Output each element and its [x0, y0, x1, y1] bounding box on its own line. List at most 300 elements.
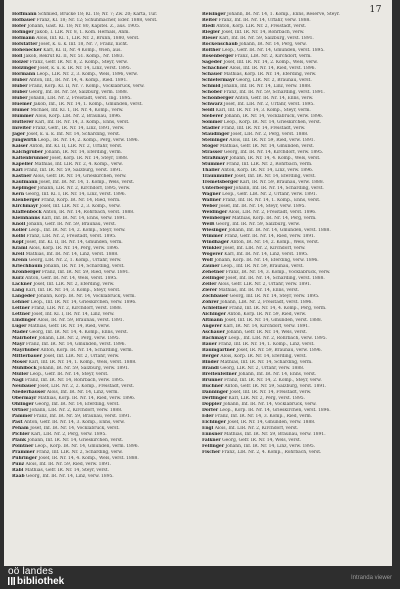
entry-text: Johann, Inf. IR. Nr. 14, Enns, verst.: [238, 372, 317, 377]
entry-text: Leop., LIR. Nr. 2, 3. Komp., Wels, 1896, verw.: [36, 72, 138, 77]
entry-name: Zehetner: [202, 270, 225, 275]
logo-text-top: oö landes: [8, 566, 54, 577]
entry-name: Niederhauser: [12, 390, 46, 395]
entry-text: Mathias, Inf. IR. Nr. 59, Braunau, verw. 1891.: [223, 432, 326, 437]
entry-name: Hohenecker: [12, 48, 42, 53]
entry-name: Raab: [12, 474, 25, 479]
entry-text: Franz, LIR. Nr. 2, Kirchdorf, verm.: [234, 54, 312, 59]
entry-name: Weber: [202, 204, 218, 209]
entry-name: Aichinger: [202, 312, 226, 317]
entry-name: Buchner: [202, 384, 224, 389]
entry-name: Achleitner: [202, 306, 228, 311]
entry-text: Franz, Inf. IR. Nr. 14, 1. Komp., Linz, verst.: [218, 342, 315, 347]
entry-name: Hoffmann: [12, 12, 37, 17]
entry-name: Keplinger: [12, 186, 37, 191]
entry-name: Schiefermayr: [202, 78, 235, 83]
entry-name: Weidinger: [202, 210, 228, 215]
entry-name: Brandl: [202, 366, 219, 371]
entry-text: Alois, Gefr. IR. Nr. 14, Grieskirchen, verw.: [32, 174, 127, 179]
entry-name: Unterberger: [202, 186, 233, 191]
entry-text: Schmied, Brücke 18; Kl. 18; Nr. 7; Zw. 20; Karta, Tür.: [37, 12, 158, 17]
entry-name: Zeilinger: [202, 276, 225, 281]
entry-text: Mathias, Gefr. IR. Nr. 14, Ried, verw.: [27, 324, 110, 329]
entry-text: Johann, Gefr. IR. Nr. 14, Wels, verst.: [226, 330, 307, 335]
entry-text: Karl, Inf. IR. Nr. 14, Linz, verst. 1895.: [224, 252, 309, 257]
scanned-page: [4, 0, 392, 566]
entry-text: Leop., Korp. IR. Nr. 14, Gmunden, verm. 1896.: [34, 444, 139, 449]
entry-name: Koller: [12, 228, 28, 233]
entry-text: Johann, IR. Nr. 14, 4. Komp., Wels, verst.: [229, 156, 321, 161]
entry-name: Krenn: [12, 258, 28, 263]
entry-name: Traunmüller: [202, 174, 233, 179]
entry-name: Kirchmayr: [12, 204, 39, 209]
entry-name: Sieberer: [202, 114, 223, 119]
entry-text: Josef, Inf. IR. Nr. 14, Vöcklabruck, verst.: [30, 426, 120, 431]
entry-name: Aschauer: [202, 330, 225, 335]
entry-name: Klaffenböck: [12, 210, 42, 215]
entry-text: Johann, IR. Nr. 14, Perg, verw.: [239, 42, 307, 47]
entry-text: Leop., Gefr. IR. Nr. 14, Gmunden, verst. 1895.: [221, 48, 325, 53]
logo-bars-icon: [8, 577, 15, 585]
entry-name: Huber: [12, 96, 28, 101]
entry-name: Kalchgruber: [12, 150, 43, 155]
entry-text: Georg, Inf. Kl. I, IR. Nr. 14, Linz, verst. 1896.: [25, 192, 126, 197]
entry-name: Wolf: [202, 258, 214, 263]
entry-text: Karl, Inf. IR. Nr. 14, 3. Komp., Steyr, verst.: [25, 288, 121, 293]
entry-text: Josef, IR. Nr. 14, Gmunden, verw. 1888.: [227, 420, 316, 425]
entry-text: Leop., Inf. LIR. Nr. 2, Rohrbach, verw. 1895.: [228, 336, 327, 341]
entry-text: Josef, Inf. IR. Nr. 14, Steyr, verw. 1895.: [218, 204, 306, 209]
entry-text: Karl, Inf. IR. Nr. 14, 3. Komp., Steyr, verm.: [215, 108, 311, 113]
entry-text: Franz, Inf. IR. Nr. 14, 2. Komp., Steyr, verw.: [224, 378, 322, 383]
entry-name: Kronberger: [12, 270, 41, 275]
entry-name: Holl: [12, 54, 23, 59]
entry-text: Johann, IR. Nr. 14, 1. Komp., Enns, Reserve, Steyr.: [227, 12, 340, 17]
left-column: [12, 12, 194, 480]
entry-text: Josef, Korp. IR. Nr. 14, Steyr, 1888.: [49, 156, 129, 161]
entry-text: Johann, Inf. IR. Nr. 14, Vöcklabruck, verw.: [223, 402, 317, 407]
entry-text: Josef, Inf. LIR. Nr. 2, Kirchdorf, verw.: [222, 246, 306, 251]
entry-text: Mathias, Korp. IR. Nr. 14, Eferding, verw.: [223, 72, 317, 77]
entry-name: Schönberger: [202, 96, 234, 101]
entry-name: Staudinger: [202, 132, 230, 137]
entry-text: Johann, IR. Nr. 14, Eferding, verm.: [44, 150, 123, 155]
entry-name: Lindinger: [12, 318, 37, 323]
entry-text: Franz, Inf. IR. Nr. 14, Freistadt, verw.: [221, 126, 306, 131]
entry-name: Wallner: [202, 198, 222, 203]
entry-name: Zöhrer: [202, 300, 219, 305]
entry-text: Jakob, Rekrut Kl. II, Nr. 51. Komp., Nr. 1883.: [23, 54, 124, 59]
entry-text: Leop., IR. Nr. 14, 2. Komp., Perg, verw. 1896.: [37, 138, 139, 143]
entry-name: Ennsner: [202, 432, 223, 437]
entry-name: Reiter: [202, 18, 218, 23]
entry-text: Alois, Inf. LIR. Nr. 2, Kirchdorf, verst.: [214, 426, 299, 431]
entry-text: Josef, LIR. Nr. 2, 2. Komp., Freistadt, verst.: [37, 384, 135, 389]
entry-name: Hofstätter: [12, 42, 38, 47]
entry-text: Franz, LIR. Nr. 2, Freistadt, verst. 1895.: [26, 234, 117, 239]
entry-text: Alois, Inf. IR. Nr. 59, Ried, verw. 1891.: [229, 138, 315, 143]
entry-name: Danninger: [202, 390, 229, 395]
entry-name: Obermayr: [12, 396, 37, 401]
entry-name: Breitenfellner: [202, 372, 237, 377]
entry-text: Josef, Inf. IR. Nr. 14, Gmunden, verst. 1888.: [224, 318, 323, 323]
entry-name: Derflinger: [202, 396, 228, 401]
entry-name: Seidl: [202, 108, 215, 113]
entry-text: Karl, Inf. IR. Nr. 14, Enns, verw. 1891.: [41, 216, 127, 221]
entry-text: Josef, Inf. IR. Nr. 14, Schärding, verst. 1888.: [225, 276, 325, 281]
entry-name: Kopf: [12, 240, 24, 245]
entry-text: Mathias, Inf. LIR. Nr. 2, 4. Komp., verw.: [34, 162, 123, 167]
library-logo[interactable]: [8, 567, 64, 587]
entry-text: Franz, Inf. IR. Nr. 14, 3. Komp., Ried, verm.: [214, 414, 313, 419]
entry-text: Mathias, Korp. IR. Nr. 14, Ried, verw. 1896.: [37, 396, 136, 401]
entry-name: Stadler: [202, 126, 220, 131]
entry-name: Mayr: [12, 342, 25, 347]
entry-name: Müller: [12, 372, 29, 377]
entry-name: Moser: [12, 360, 28, 365]
entry-name: Lackner: [12, 282, 32, 287]
entry-text: Franz, Inf. IR. Nr. 14, Urfahr, verw. 1888.: [218, 18, 311, 23]
entry-name: Steininger: [202, 138, 228, 143]
entry-name: Hofer: [12, 24, 27, 29]
right-column: [202, 12, 384, 456]
entry-text: Alois, Korp. LIR. Nr. 2, Braunau, 1896.: [35, 114, 122, 119]
entry-text: Franz, Gefr. IR. Nr. 14, Ried, verw. 1891.: [224, 234, 316, 239]
entry-text: Georg, Gefr. IR. Nr. 14, Wels, verst.: [222, 438, 301, 443]
entry-name: Wagner: [202, 192, 221, 197]
entry-name: Past: [12, 420, 23, 425]
entry-name: Mairhofer: [12, 336, 37, 341]
entry-text: Leop., Inf. IR. Nr. 14, 2. Komp., Steyr, verw.: [28, 228, 126, 233]
entry-name: Kriechbaum: [12, 264, 43, 269]
entry-text: Johann, LIR. Nr. 2, Freistadt, verst. 1896.: [220, 300, 313, 305]
entry-name: Luger: [12, 324, 27, 329]
entry-name: Plank: [12, 438, 27, 443]
entry-name: Schachner: [202, 66, 229, 71]
entry-name: Schwarz: [202, 102, 223, 107]
entry-text: Anton, Inf., IR. Nr. 14, 4. Komp., Ried. 1891.: [28, 78, 128, 83]
entry-name: Kaltenbrunner: [12, 156, 49, 161]
entry-name: Baumgartner: [202, 348, 235, 353]
entry-name: Ortner: [12, 408, 29, 413]
entry-text: Josef, Inf. LIR. Nr. 2, Eferding, verw.: [33, 282, 115, 287]
entry-text: Anton, IR. Nr. 14, 2. Komp., Wels, verst.: [230, 240, 320, 245]
entry-name: Knoll: [12, 222, 26, 227]
entry-name: Hofmann: [12, 36, 35, 41]
entry-text: Franz, Inf. LIR. Nr. 2, Rohrbach, verm.: [226, 162, 313, 167]
entry-text: Georg, Inf. IR. Nr. 14, Eferding, verst.: [35, 402, 120, 407]
entry-text: Karl, LIR. Nr. 2, Perg, verw. 1895.: [31, 432, 107, 437]
entry-name: Hummer: [12, 114, 34, 119]
entry-text: Mathias, Inf. IR. Nr. 14, Linz, verst. 1888.: [25, 252, 119, 257]
entry-text: Franz, Gefr. IR. Nr. 8, 2. Komp., Steyr, verw.: [29, 60, 128, 65]
entry-name: Fellinger: [202, 444, 225, 449]
entry-text: Karl, Inf. IR. Nr. 14, 1. Komp., Wels, verst. 1888.: [28, 360, 137, 365]
entry-name: Kastner: [12, 174, 32, 179]
entry-text: Franz, Inf. IR. Nr. 59, Schärding, verst. 1891.: [223, 90, 325, 95]
entry-name: Prammer: [12, 450, 35, 455]
entry-name: Zöchbauer: [202, 294, 229, 299]
entry-text: Franz, LIR. Nr. 2, 4. Komp., Rohrbach, verst.: [221, 450, 322, 455]
entry-name: Wimmer: [202, 234, 223, 239]
entry-text: Karl, IR. Nr. 59, Braunau, verw. 1888.: [239, 180, 325, 185]
entry-name: Inreiter: [12, 126, 32, 131]
logo-text-bottom: bibliothek: [17, 576, 65, 587]
entry-text: Johann, Korp. IR. Nr. 14, Eferding, verw. 1896.: [214, 258, 319, 263]
entry-text: Josef, LIR. Nr. 2, Perg, verst. 1888.: [230, 132, 309, 137]
entry-text: Franz, Korp. Kl. II, Nr. 7. Komp., Vöcklabruck, verw.: [28, 84, 145, 89]
entry-text: Johann, Korp. IR. Nr. 14, Vöcklabruck, verm.: [36, 294, 136, 299]
entry-name: Pichler: [12, 432, 30, 437]
entry-name: Hutterer: [12, 120, 34, 125]
entry-text: Alois, Gefr. LIR. Nr. 2, Urfahr, verw. 1891.: [217, 282, 312, 287]
entry-name: Mayrhuber: [12, 348, 40, 353]
entry-name: Öhlinger: [12, 402, 34, 407]
entry-text: Franz, IR. Nr. 14, 3. Komp., Vöcklabruck, verw.: [225, 270, 331, 275]
entry-name: Pointner: [12, 444, 34, 449]
viewer-credit: Intranda viewer: [350, 575, 392, 581]
entry-text: Johann, LIR. Nr. 2, Kirchdorf, verw. 1888.: [29, 408, 123, 413]
entry-text: Johann, LIR. Nr. 2, Freistadt, verst. Ing. 1895.: [28, 96, 132, 101]
entry-text: Anton, Korp. IR. Nr. 14, Schärding, verm.: [40, 348, 133, 353]
entry-text: Alois, Korp. IR. Nr. 14, Perg, verw. 1896.: [28, 246, 120, 251]
entry-text: Karl, LIR. Nr. 2, Perg, verst. 1895.: [228, 396, 305, 401]
entry-name: Huber: [12, 84, 28, 89]
entry-text: Mathias, Gefr. IR. Nr. 14, Gmunden, verst.: [219, 144, 315, 149]
entry-text: Georg, LIR. Nr. 2, Urfahr, verw. 1888.: [220, 366, 305, 371]
entry-name: Leitner: [12, 306, 30, 311]
entry-text: Alois, Inf. IR. Nr. 59, Ried, verw. 1891.: [25, 462, 112, 467]
entry-name: Kaiser: [12, 144, 28, 149]
entry-text: Johann, IR. Nr. 14, Schärding, verst.: [43, 264, 125, 269]
entry-text: Johann, Inf. IR. Nr. 14, Gmunden, verst. 1888.: [228, 228, 331, 233]
entry-text: Alois, Inf. IR. Nr. 14, Linz, verm.: [46, 390, 119, 395]
entry-name: Altmann: [202, 318, 223, 323]
entry-name: Stöger: [202, 144, 219, 149]
entry-name: Punz: [12, 462, 25, 467]
entry-text: Anton, Gefr. IR. Nr. 14, Wels, verst. 1895.: [25, 276, 118, 281]
entry-text: Karl, Inf. IR. Nr. 14, 3. Komp., Enns, verst.: [35, 120, 130, 125]
entry-text: Anton, Gefr. IR. Nr. 14, 3. Komp., Enns, verw.: [23, 420, 125, 425]
entry-text: Georg, Inf. IR. Nr. 59, Salzburg, verm. 1888.: [28, 90, 129, 95]
entry-name: Brunner: [202, 378, 223, 383]
entry-name: Weinberger: [202, 216, 231, 221]
entry-name: Bachmayr: [202, 336, 227, 341]
entry-text: Alois, IR. Nr. 59, Braunau, verst. 1891.: [37, 318, 124, 323]
entry-text: Johann, Gefr. IR. Nr. 59, Braunau, verst.: [26, 222, 117, 227]
entry-name: Tremetsberger: [202, 180, 239, 185]
entry-text: Alois, LIR. Nr. 2, Freistadt, verst. 1896.: [228, 210, 317, 215]
entry-name: Holzinger: [12, 66, 37, 71]
entry-name: Holzer: [12, 60, 29, 65]
entry-text: Johann, Inf. IR. Nr. 14, Schärding, verst.: [233, 186, 324, 191]
entry-text: Alois, Korp. IR. Nr. 14, Eferding, verst.: [220, 354, 307, 359]
entry-text: Franz, Inf. IR. Nr. 14, 1. Komp., Enns, verst.: [222, 198, 321, 203]
entry-text: Franz, Inf. LIR. Nr. 2, Schärding, verw.: [36, 450, 123, 455]
entry-text: Franz, Inf. IR. Nr. 59, Ried, verw. 1891.: [42, 270, 130, 275]
entry-name: Eichinger: [202, 420, 226, 425]
entry-name: Dorfer: [202, 408, 219, 413]
entry-text: Georg, Inf. IR. Nr. 14, 4. Komp., Enns, verst.: [29, 330, 129, 335]
entry-text: Josef, k. u. k. Inf. 18, Nr. 7, Franz, nicht.: [38, 42, 129, 47]
entry-name: Hofbauer: [12, 18, 36, 23]
entry-name: Berger: [202, 354, 219, 359]
entry-name: Sageder: [202, 60, 223, 65]
entry-name: Lehner: [12, 300, 30, 305]
entry-text: Leop., Korp. IR. Nr. 14, Grieskirchen, verst.: [223, 120, 322, 125]
entry-text: Georg, Inf. IR. Nr. 59, Salzburg, verw.: [215, 222, 301, 227]
entry-text: Leop., Inf. IR. Nr. 59, Braunau, verst.: [220, 264, 304, 269]
entry-name: Lettner: [12, 312, 31, 317]
entry-text: Johann, Inf. IR. Nr. 14, Grieskirchen, verst.: [27, 438, 124, 443]
entry-text: Georg, Inf. IR. Nr. 14, Linz, verw. 1895.: [25, 474, 114, 479]
entry-name: Schmid: [202, 84, 221, 89]
entry-text: Franz, Inf. IR. Nr. 14, Rohrbach, verw. 1895.: [25, 378, 125, 383]
entry-name: Kienberger: [12, 198, 40, 203]
entry-text: Anton, Gefr. IR. Nr. 59, Salzburg, verst. 1891.: [224, 384, 327, 389]
entry-name: Kraml: [12, 246, 28, 251]
entry-text: Josef, Inf. IR. Nr. 14, Eferding, verst.: [234, 174, 316, 179]
entry-text: Anton, Korp. IR. Nr. 14, Linz, verw. 1896.: [221, 168, 314, 173]
entry-name: Jäger: [12, 132, 26, 137]
list-item: [12, 474, 194, 480]
entry-name: Mitterbauer: [12, 354, 42, 359]
entry-text: Josef, k. u. k. Inf. Nr. 14, Schärding, verst.: [26, 132, 121, 137]
entry-name: Kleinhanns: [12, 216, 41, 221]
entry-text: Franz, Inf. IR. Nr. 14, Gmunden, verst. 1896.: [25, 342, 126, 347]
entry-name: Reisinger: [202, 12, 226, 17]
entry-name: Jungwirth: [12, 138, 37, 143]
entry-text: Johann, LIR. Nr. 2, Perg, verw. 1895.: [38, 336, 120, 341]
entry-name: Rockenschaub: [202, 42, 238, 47]
entry-text: Josef, Inf. Kl. II, IR. Nr. 14, Gmunden, verm.: [25, 240, 123, 245]
entry-text: Leop., Inf. IR. Nr. 14, Grieskirchen, verw. 1896.: [30, 300, 137, 305]
entry-name: Riegler: [202, 30, 220, 35]
entry-name: Hofinger: [12, 30, 34, 35]
entry-text: Michael, Inf. Kl. 1, IR. Nr. 4, Komp., verw.: [30, 108, 124, 113]
entry-name: Mader: [12, 330, 28, 335]
entry-text: Johann, LIR. Nr. 2, Kirchdorf, 1895, verw.: [37, 186, 131, 191]
entry-name: Nagl: [12, 378, 24, 383]
entry-name: Wögerer: [202, 252, 223, 257]
entry-text: Franz, Gefr., IR. Nr. 14, Linz, 1891, verw.: [32, 126, 125, 131]
entry-text: Georg, Inf. IR. Nr. 14, Kirchdorf, verw. 1895.: [223, 150, 324, 155]
entry-text: Karl, Inf. IR. Nr. 59, Salzburg, verst. 1891.: [219, 36, 314, 41]
entry-name: Neubauer: [12, 384, 37, 389]
entry-name: Eder: [202, 414, 214, 419]
entry-name: Engl: [202, 426, 214, 431]
entry-name: Pammer: [12, 414, 33, 419]
entry-name: Strasser: [202, 150, 223, 155]
entry-text: Mathias, Gefr. IR. Nr. 14, Steyr, verst.: [24, 468, 109, 473]
entry-text: Josef, k. u. k. IR. Nr. 14, Linz, verst. 1895.: [37, 66, 131, 71]
entry-name: Zauner: [202, 264, 220, 269]
entry-text: Anton, Gefr. IR. Nr. 14, Enns, verw.: [234, 96, 314, 101]
entry-text: Jakob, I. LIR. Nr. 8, 1. Kom. Hernals, Anm.: [35, 30, 130, 35]
entry-text: Johann, IR. Nr. 14, Vöcklabruck, verw. 1896.: [224, 114, 324, 119]
entry-name: Langeder: [12, 294, 36, 299]
entry-text: Franz, LIR. Nr. 2, Kirchdorf, verst. 1888.: [31, 306, 123, 311]
entry-text: Anton, IR. Nr. 14, Rohrbach, verst. 1888.: [43, 210, 135, 215]
entry-text: Josef, Inf. LIR. Nr. 2, 3. Komp., verw.: [39, 204, 121, 209]
entry-text: Josef, Inf. LIR. Nr. 2, Urfahr, verw.: [43, 354, 120, 359]
entry-name: Doppler: [202, 402, 222, 407]
entry-name: Winkler: [202, 246, 222, 251]
entry-name: Kölbl: [12, 234, 26, 239]
entry-text: Mathias, Korp. IR. Nr. 14, Perg, verm.: [232, 216, 317, 221]
entry-name: Wiesinger: [202, 228, 227, 233]
entry-name: Weiß: [202, 222, 215, 227]
entry-name: Falkner: [202, 438, 221, 443]
entry-text: Anton, Korp. LIR. Nr. 2, Freistadt, verst.: [216, 24, 307, 29]
entry-text: Mathias, Inf. IR. Nr. 14, Schärding, verm.: [220, 360, 313, 365]
entry-name: Kaufmann: [12, 180, 38, 185]
entry-text: Georg, LIR. Nr. 2, Braunau, verst.: [236, 78, 312, 83]
page-number: 17: [369, 5, 382, 15]
entry-name: Rabl: [12, 468, 24, 473]
entry-text: Georg, Inf. IR. Nr. 14, Steyr, verw. 1895.: [229, 294, 320, 299]
entry-name: Binder: [202, 360, 219, 365]
entry-name: Huber: [12, 78, 28, 83]
entry-name: Zeller: [202, 282, 217, 287]
entry-text: Anton, Inf. Kl. II, LIR. Nr. 2, Urfahr, verst.: [29, 144, 123, 149]
entry-text: Josef, Inf. IR. Nr. 14, 2. Komp., Wels, verw.: [223, 60, 318, 65]
entry-text: Georg, LIR. Nr. 2, 1. Komp., Urfahr, verw.: [28, 258, 122, 263]
entry-name: Kern: [12, 192, 25, 197]
entry-text: Josef, Inf. IR. Nr. 14, 1. Komp., Wels, verst.: [39, 180, 135, 185]
entry-name: Karl: [12, 168, 23, 173]
entry-name: Peham: [12, 426, 29, 431]
entry-text: Franz, Inf. IR. Nr. 14, 4. Komp., Perg, verm.: [229, 306, 327, 311]
entry-text: Johann, Gast. Kl. 18; Nr. 80, Kapitel. Z., aus. 1905.: [27, 24, 141, 29]
entry-name: Lang: [12, 288, 25, 293]
entry-name: Humer: [12, 108, 30, 113]
entry-text: Josef, Inf. LIR. Nr. 2, Urfahr, verst. 1895.: [223, 102, 315, 107]
entry-text: Karl, IR. Nr. 14, Kirchdorf, verw. 1891.: [223, 324, 310, 329]
entry-name: Kapeller: [12, 162, 33, 167]
entry-name: Thaller: [202, 168, 220, 173]
entry-text: Josef, IR. Nr. 59, Braunau, verw. 1896.: [236, 348, 322, 353]
entry-text: Jakob, Inf., IR. Nr. 14, 1. Komp., Gmunden, verst.: [33, 102, 143, 107]
entry-text: Josef, Inf. IR. Nr. 14, Freistadt, verw.: [229, 390, 312, 395]
entry-text: Anton, Korp. IR. Nr. 59, Ried, verw.: [227, 312, 307, 317]
entry-text: Leop., Gefr. IR. Nr. 14, Steyr, verst.: [29, 372, 109, 377]
entry-name: Zierer: [202, 288, 218, 293]
entry-name: Rieser: [202, 36, 218, 41]
entry-name: Rosenberger: [202, 54, 234, 59]
entry-text: Franz, Kl. 18; Nr. 12; Schuhmacher, Eder. 1888, verst.: [36, 18, 158, 23]
entry-name: Mühlböck: [12, 366, 37, 371]
entry-name: Huemer: [12, 102, 32, 107]
entry-name: Riedl: [202, 24, 215, 29]
entry-text: Franz, Inf. IR. Nr. 59, Braunau, verst. 1891.: [33, 414, 132, 419]
entry-text: Mathias, Inf. IR. Nr. 14, Enns, verst.: [218, 288, 300, 293]
list-item: [202, 450, 384, 456]
entry-name: Huber: [12, 90, 28, 95]
entry-text: Leop., Korp. IR. Nr. 14, Grieskirchen, verst. 1896.: [219, 408, 331, 413]
entry-name: Schober: [202, 90, 223, 95]
entry-name: Straßmayr: [202, 156, 229, 161]
entry-text: Josef, IR. Nr. 14, 4. Komp., Wels, verst. 1888.: [38, 456, 139, 461]
entry-name: Sommer: [202, 120, 223, 125]
entry-text: Josef, Inf. Kl. I, IR. Nr. 14, Linz, verw.: [31, 312, 115, 317]
entry-name: Kurz: [12, 276, 24, 281]
entry-text: Josef, Inf. IR. Nr. 14, Rohrbach, verw.: [221, 30, 305, 35]
entry-name: Windhager: [202, 240, 229, 245]
entry-text: Alois, Inf. Kl. 1, LIR. Nr. 2, Brünn, 1880, verst.: [36, 36, 140, 41]
entry-name: Roither: [202, 48, 221, 53]
entry-text: Karl, Kl. II, Nr. 4 Komp., Wien, aus.: [43, 48, 122, 53]
